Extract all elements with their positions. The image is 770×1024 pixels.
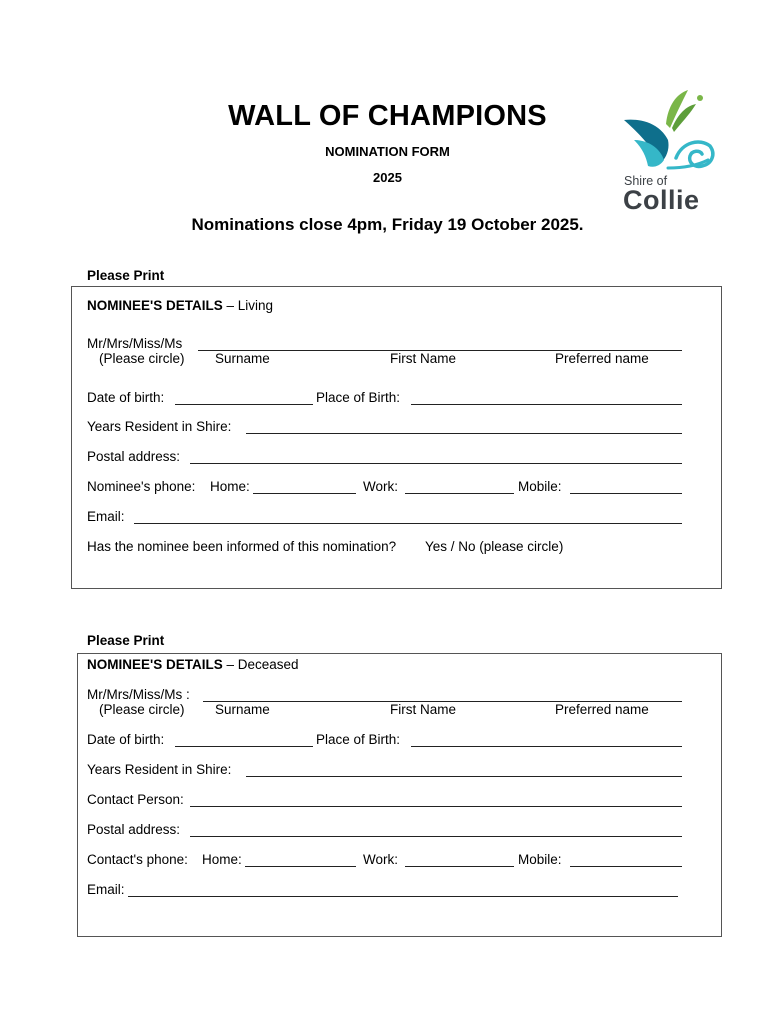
phone-label: Nominee's phone: (87, 479, 196, 494)
please-circle-note: (Please circle) (99, 351, 185, 366)
informed-question: Has the nominee been informed of this nomination? (87, 539, 397, 554)
years-resident-label: Years Resident in Shire: (87, 419, 232, 434)
form-year: 2025 (373, 170, 402, 185)
shire-of-collie-logo (616, 84, 726, 216)
logo-text-shire-of: Shire of (624, 174, 668, 188)
pob-field[interactable] (411, 746, 682, 747)
years-resident-field[interactable] (246, 433, 682, 434)
form-title: WALL OF CHAMPIONS (228, 100, 547, 132)
postal-address-label: Postal address: (87, 822, 181, 837)
dob-field[interactable] (175, 404, 313, 405)
deceased-heading: NOMINEE'S DETAILS – Deceased (87, 657, 299, 672)
postal-address-field[interactable] (190, 463, 682, 464)
mobile-phone-label: Mobile: (518, 852, 562, 867)
pob-label: Place of Birth: (316, 390, 401, 405)
please-print-label: Please Print (87, 633, 165, 648)
home-phone-field[interactable] (253, 493, 356, 494)
mobile-phone-field[interactable] (570, 866, 682, 867)
surname-label: Surname (215, 351, 270, 366)
phone-label: Contact's phone: (87, 852, 188, 867)
yes-no-option[interactable]: Yes / No (please circle) (425, 539, 564, 554)
first-name-label: First Name (390, 351, 457, 366)
mobile-phone-field[interactable] (570, 493, 682, 494)
work-phone-label: Work: (363, 852, 399, 867)
home-phone-label: Home: (202, 852, 242, 867)
please-print-label: Please Print (87, 268, 165, 283)
form-subtitle: NOMINATION FORM (325, 144, 450, 159)
pob-label: Place of Birth: (316, 732, 401, 747)
postal-address-label: Postal address: (87, 449, 181, 464)
dob-label: Date of birth: (87, 390, 165, 405)
years-resident-field[interactable] (246, 776, 682, 777)
years-resident-label: Years Resident in Shire: (87, 762, 232, 777)
work-phone-field[interactable] (405, 866, 514, 867)
living-heading: NOMINEE'S DETAILS – Living (87, 298, 274, 313)
first-name-label: First Name (390, 702, 457, 717)
work-phone-field[interactable] (405, 493, 514, 494)
contact-person-field[interactable] (190, 806, 682, 807)
pob-field[interactable] (411, 404, 682, 405)
contact-person-label: Contact Person: (87, 792, 184, 807)
preferred-name-label: Preferred name (555, 702, 649, 717)
email-label: Email: (87, 882, 125, 897)
email-field[interactable] (128, 896, 678, 897)
mobile-phone-label: Mobile: (518, 479, 562, 494)
title-label: Mr/Mrs/Miss/Ms : (87, 687, 190, 702)
email-field[interactable] (134, 523, 682, 524)
email-label: Email: (87, 509, 125, 524)
please-circle-note: (Please circle) (99, 702, 185, 717)
home-phone-label: Home: (210, 479, 250, 494)
surname-label: Surname (215, 702, 270, 717)
dob-field[interactable] (175, 746, 313, 747)
preferred-name-label: Preferred name (555, 351, 649, 366)
dob-label: Date of birth: (87, 732, 165, 747)
home-phone-field[interactable] (245, 866, 356, 867)
postal-address-field[interactable] (190, 836, 682, 837)
work-phone-label: Work: (363, 479, 399, 494)
logo-text-collie: Collie (623, 185, 700, 215)
deadline-notice: Nominations close 4pm, Friday 19 October 2025. (191, 215, 584, 234)
title-label: Mr/Mrs/Miss/Ms (87, 336, 183, 351)
